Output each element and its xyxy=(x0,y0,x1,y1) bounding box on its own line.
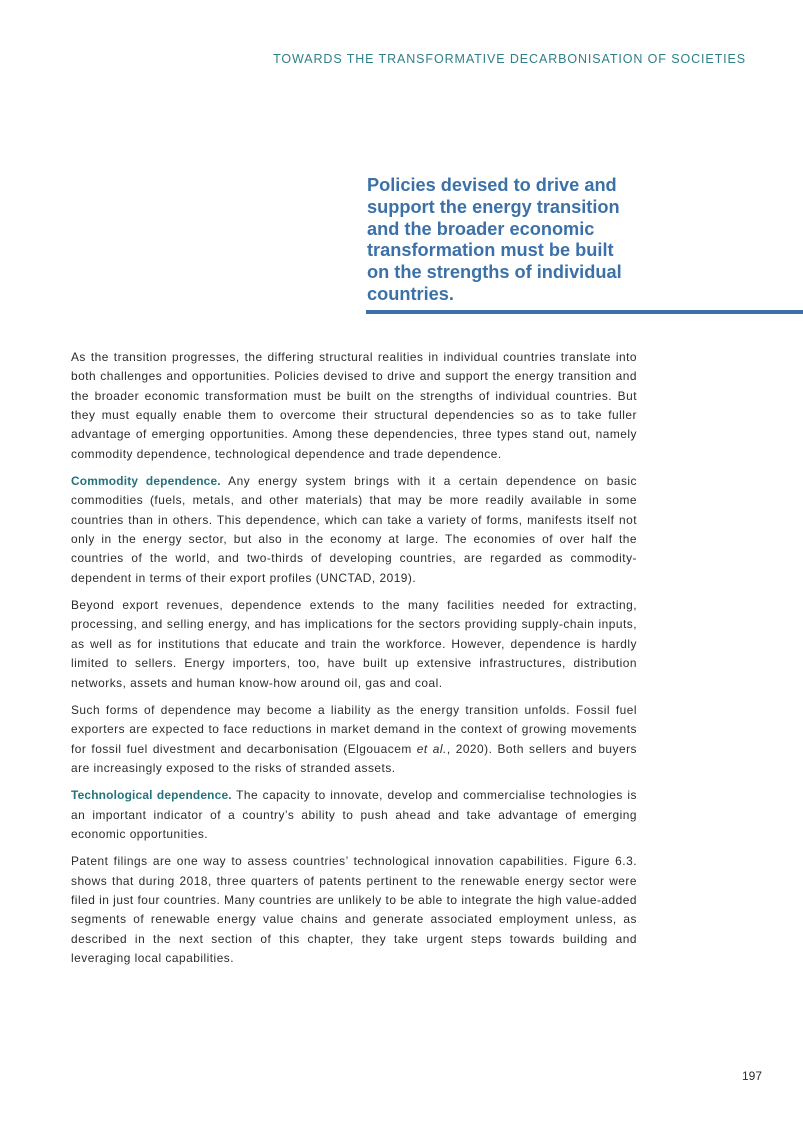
body-text xyxy=(71,348,637,976)
paragraph-patent-filings: Patent filings are one way to assess countries’ technological innovation capabilities. Figure 6.3. shows that during 2018, three quarters of patents pertinent to the renewable energy sector were filed in just four countries. Many countries are unlikely to be able to integrate the high value-added segments of renewable energy value chains and generate associated employment unless, as described in the next section of this chapter, they take urgent steps towards building and leveraging local capabilities. xyxy=(71,854,637,965)
pull-quote-line: on the strengths of individual xyxy=(367,262,622,283)
paragraph-technological-dependence: Technological dependence. The capacity to innovate, develop and commercialise technologies is an important indicator of a country’s ability to push ahead and take advantage of emerging economic opportunities. xyxy=(71,788,637,841)
pull-quote-line: transformation must be built xyxy=(367,240,614,261)
paragraph-intro: As the transition progresses, the differing structural realities in individual countries translate into both challenges and opportunities. Policies devised to drive and support the energy transition and the broader economic transformation must be built on the strengths of individual countries. But they must equally enable them to overcome their structural dependencies so as to take fuller advantage of emerging opportunities. Among these dependencies, three types stand out, namely commodity dependence, technological dependence and trade dependence. xyxy=(71,350,637,461)
pull-quote-line: support the energy transition xyxy=(367,196,620,217)
pull-quote xyxy=(367,175,657,306)
pull-quote-line: countries. xyxy=(367,283,454,304)
pull-quote-line: Policies devised to drive and xyxy=(367,175,617,195)
paragraph-export-revenues: Beyond export revenues, dependence extends to the many facilities needed for extracting, processing, and selling energy, and has implications for the sectors providing supply-chain inputs, as well as for institutions that educate and train the workforce. However, dependence is hardly limited to sellers. Energy importers, too, have built up extensive infrastructures, distribution networks, assets and human know-how around oil, gas and coal. xyxy=(71,598,637,690)
running-header: TOWARDS THE TRANSFORMATIVE DECARBONISATION OF SOCIETIES xyxy=(273,52,746,66)
section-lead-commodity: Commodity dependence. xyxy=(71,474,221,489)
pull-quote-rule xyxy=(366,310,803,314)
paragraph-commodity-dependence: Commodity dependence. Any energy system brings with it a certain dependence on basic commodities (fuels, metals, and other materials) that may be more readily available in some countries than in others. This dependence, which can take a variety of forms, manifests itself not only in the energy sector, but also in the economy at large. The economies of over half the countries of the world, and two-thirds of developing countries, are regarded as commodity-dependent in terms of their export profiles (UNCTAD, 2019). xyxy=(71,474,637,585)
page-number: 197 xyxy=(741,1069,762,1083)
paragraph-liability: Such forms of dependence may become a liability as the energy transition unfolds. Fossil fuel exporters are expected to face reductions in market demand in the context of growing movements for fossil fuel divestment and decarbonisation (Elgouacem et al., 2020). Both sellers and buyers are increasingly exposed to the risks of stranded assets. xyxy=(71,702,638,775)
citation-italic: et al. xyxy=(416,741,447,756)
section-lead-technological: Technological dependence. xyxy=(71,788,232,803)
pull-quote-line: and the broader economic xyxy=(367,218,595,239)
